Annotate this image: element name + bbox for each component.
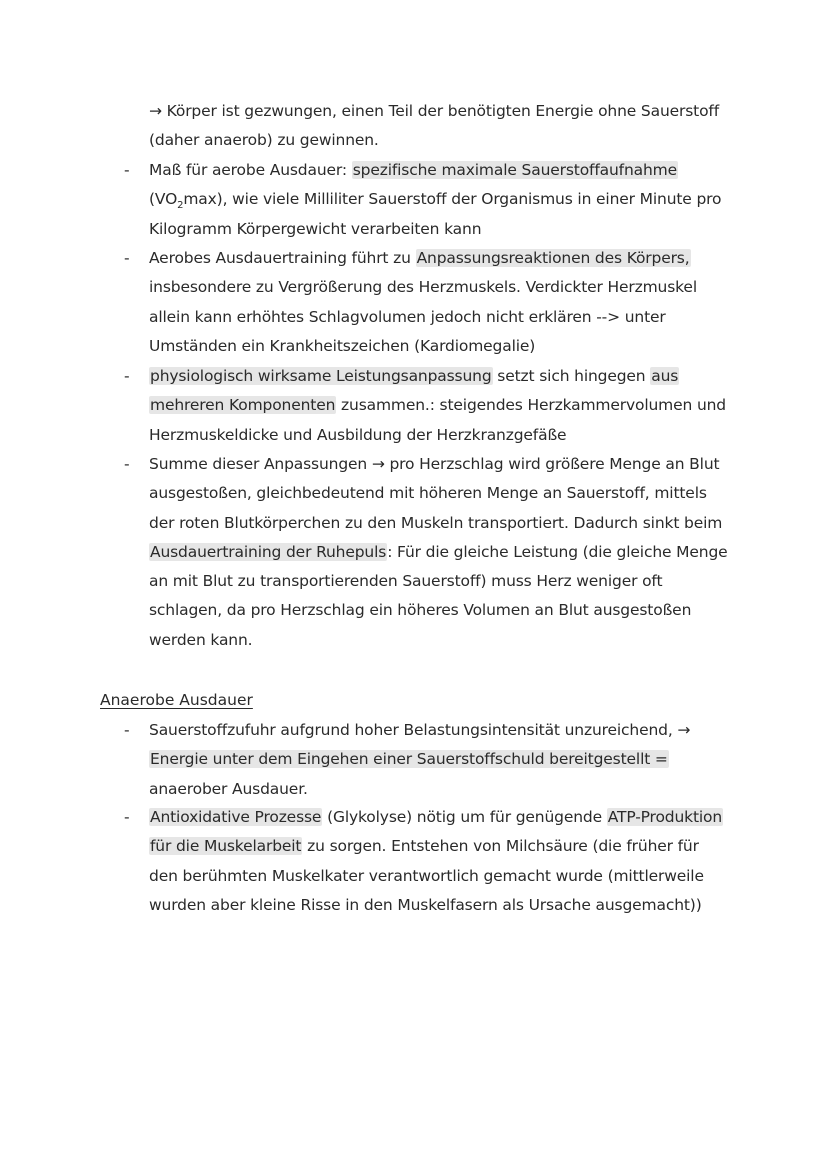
text-line: insbesondere zu Vergrößerung des Herzmuskels. Verdickter Herzmuskel (149, 278, 697, 297)
text-run: Maß für aerobe Ausdauer: (149, 161, 352, 179)
highlight: Anpassungsreaktionen des Körpers, (416, 249, 690, 267)
bullet-vo2max (149, 156, 721, 244)
highlight: spezifische maximale Sauerstoffaufnahme (352, 161, 678, 179)
text-line (149, 156, 721, 185)
text-run: setzt sich hingegen (492, 367, 651, 385)
text-line: an mit Blut zu transportierenden Sauerstoff) muss Herz weniger oft (149, 572, 663, 591)
intro-line: → Körper ist gezwungen, einen Teil der benötigten Energie ohne Sauerstoff (149, 102, 720, 120)
text-line: Summe dieser Anpassungen → pro Herzschlag wird größere Menge an Blut (149, 455, 720, 473)
text-line: ausgestoßen, gleichbedeutend mit höheren Menge an Sauerstoff, mittels (149, 484, 707, 503)
highlight: Ausdauertraining der Ruhepuls (150, 542, 387, 561)
text-line: Herzmuskeldicke und Ausbildung der Herzkranzgefäße (149, 425, 567, 444)
section-heading: Anaerobe Ausdauer (100, 691, 253, 709)
highlight: Antioxidative Prozesse (150, 808, 322, 826)
highlight: Energie unter dem Eingehen einer Sauerstoffschuld bereitgestellt = (150, 750, 668, 769)
bullet-oxygen-supply (149, 716, 690, 804)
highlight: ATP-Produktion (607, 808, 723, 826)
text-line (149, 745, 690, 774)
highlight: physiologisch wirksame Leistungsanpassung (150, 367, 492, 385)
highlight: mehreren Komponenten (150, 396, 336, 415)
text-run: zu sorgen. Entstehen von Milchsäure (die früher für (302, 837, 699, 856)
subscript: 2 (177, 200, 184, 212)
text-run: zusammen.: steigendes Herzkammervolumen und (336, 396, 726, 415)
text-line (149, 244, 697, 273)
text-line: den berühmten Muskelkater verantwortlich gemacht wurde (mittlerweile (149, 866, 704, 885)
text-line: Umständen ein Krankheitszeichen (Kardiomegalie) (149, 336, 536, 355)
text-run: (VO (149, 190, 178, 209)
bullet-marker: - (124, 721, 130, 739)
text-run: (Glykolyse) nötig um für genügende (322, 808, 607, 826)
bullet-physiological (149, 362, 726, 450)
text-line (149, 362, 726, 391)
text-line: Sauerstoffzufuhr aufgrund hoher Belastungsintensität unzureichend, → (149, 721, 691, 739)
bullet-antioxidative (149, 803, 723, 920)
highlight: aus (651, 367, 679, 385)
text-line (149, 832, 723, 861)
bullet-adaptation (149, 244, 697, 361)
bullet-marker: - (124, 455, 130, 473)
text-line: der roten Blutkörperchen zu den Muskeln transportiert. Dadurch sinkt beim (149, 513, 723, 532)
text-line: wurden aber kleine Risse in den Muskelfasern als Ursache ausgemacht)) (149, 895, 702, 914)
bullet-marker: - (124, 249, 130, 267)
text-line: allein kann erhöhtes Schlagvolumen jedoch nicht erklären --> unter (149, 307, 666, 326)
text-run: max), wie viele Milliliter Sauerstoff der Organismus in einer Minute pro (183, 190, 722, 209)
text-line: schlagen, da pro Herzschlag ein höheres Volumen an Blut ausgestoßen (149, 601, 692, 620)
text-line (149, 538, 728, 567)
intro-line: (daher anaerob) zu gewinnen. (149, 131, 379, 150)
bullet-marker: - (124, 808, 130, 826)
bullet-marker: - (124, 161, 130, 179)
text-line: anaerober Ausdauer. (149, 779, 308, 798)
text-run: : Für die gleiche Leistung (die gleiche Menge (387, 542, 728, 561)
highlight: für die Muskelarbeit (150, 837, 302, 856)
text-line: Kilogramm Körpergewicht verarbeiten kann (149, 219, 482, 238)
bullet-marker: - (124, 367, 130, 385)
bullet-sum (149, 450, 728, 655)
intro-paragraph (149, 97, 719, 156)
text-line (149, 391, 726, 420)
text-line (149, 185, 721, 214)
text-line: werden kann. (149, 630, 253, 649)
text-run: Aerobes Ausdauertraining führt zu (149, 249, 416, 267)
text-line (149, 803, 723, 832)
